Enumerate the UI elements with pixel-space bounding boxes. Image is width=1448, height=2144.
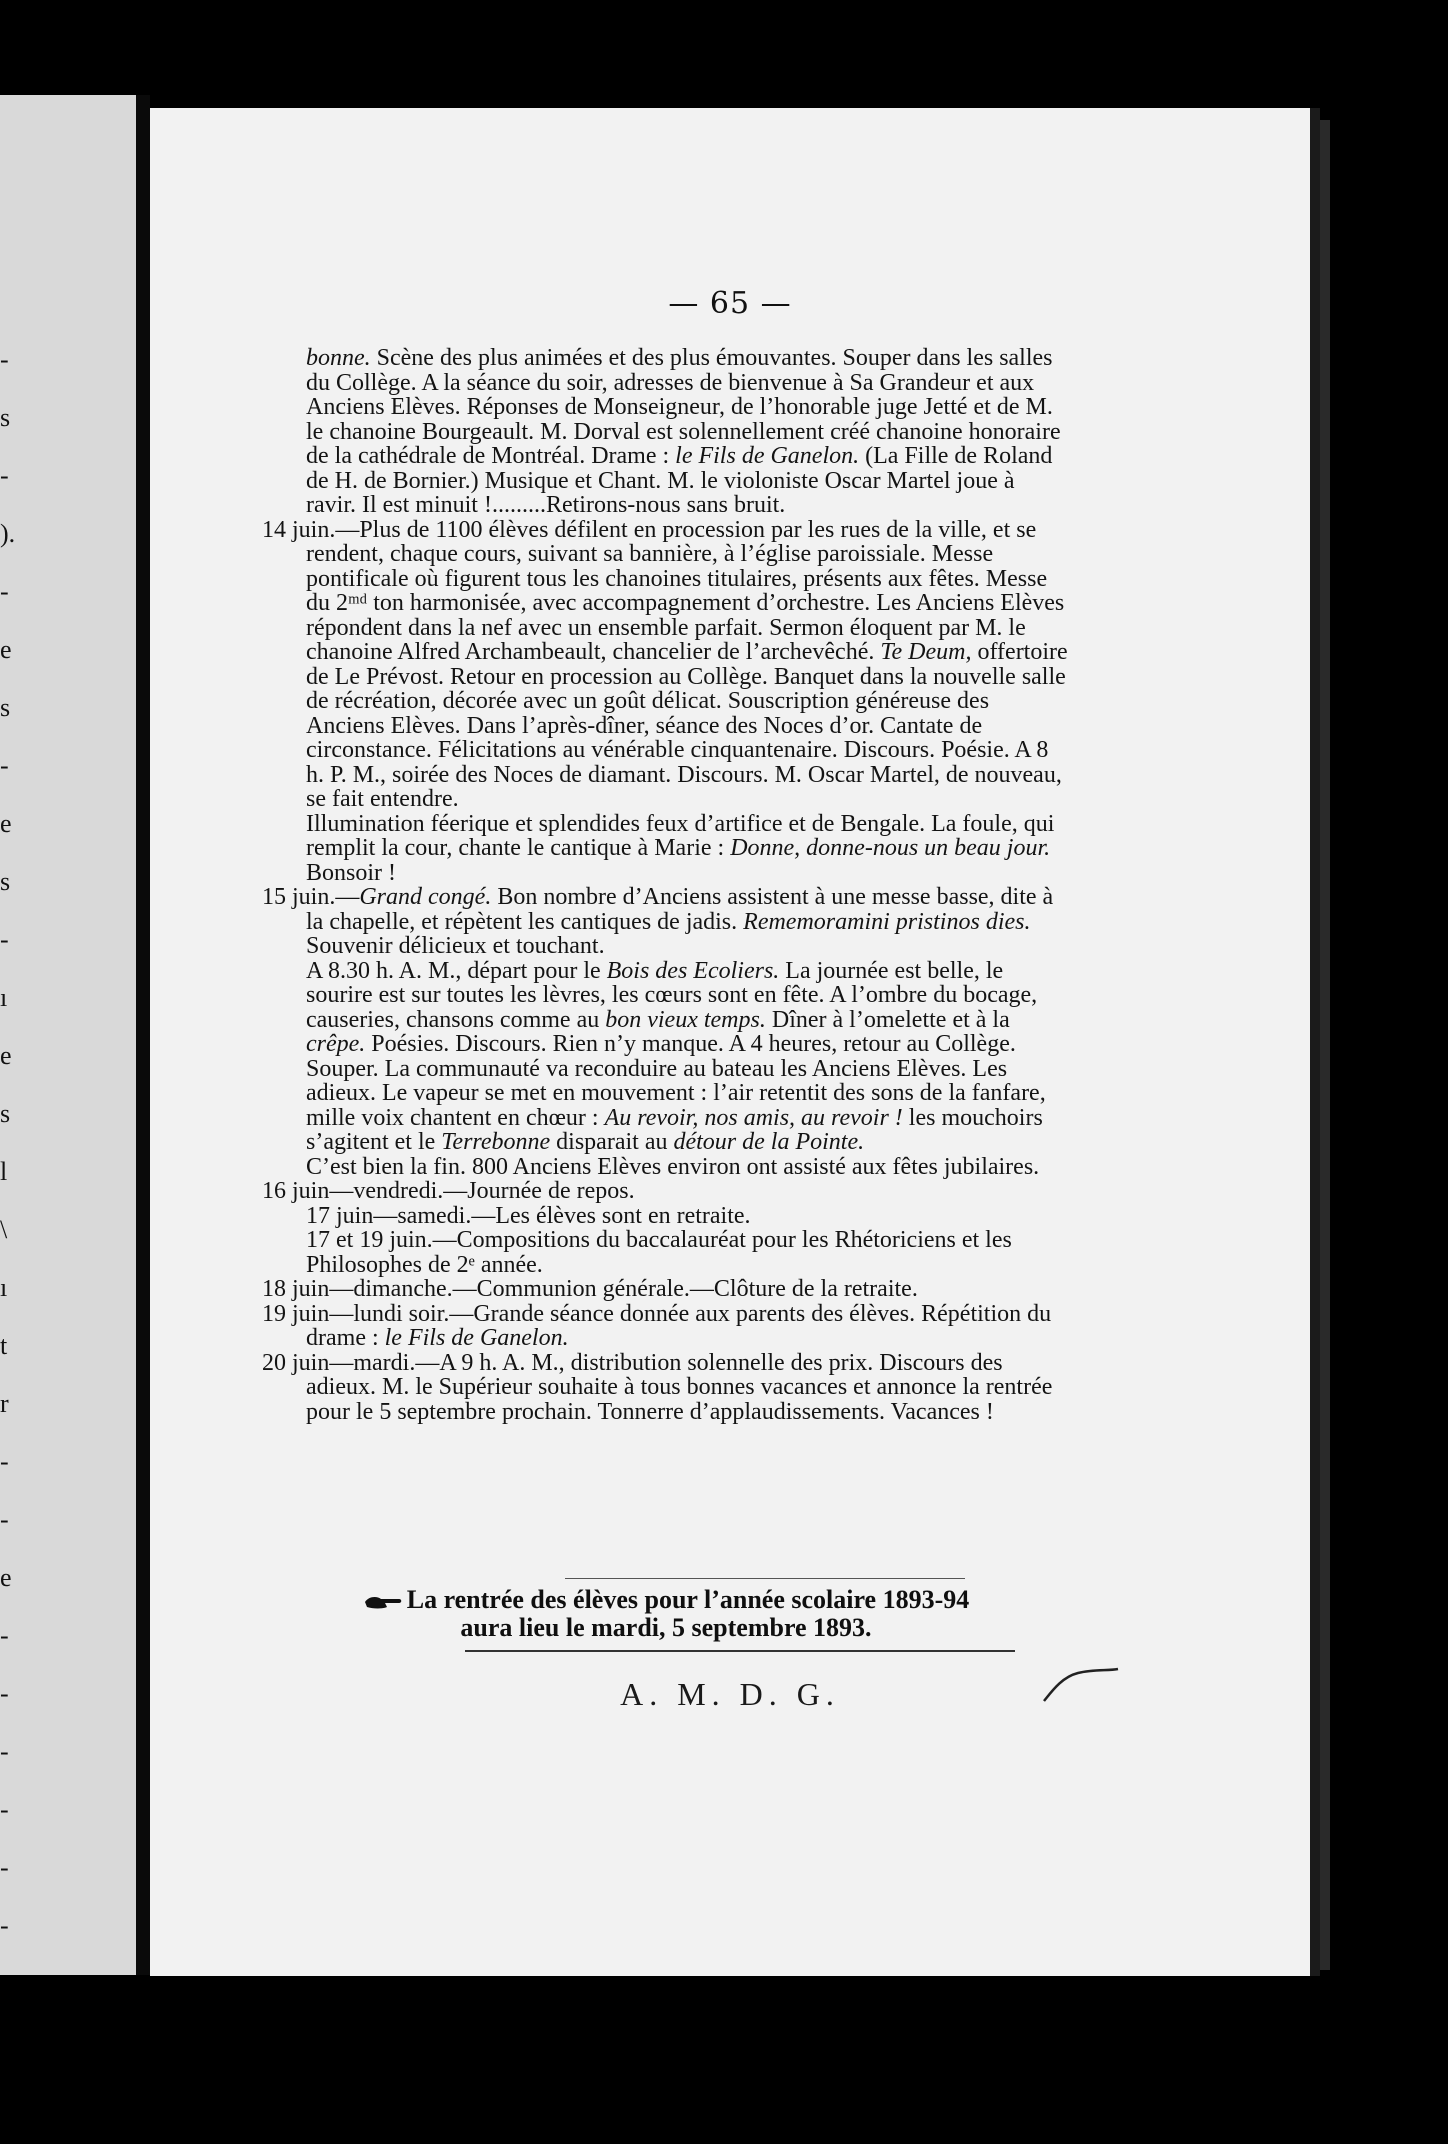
text-run: Scène des plus animées et des plus émouvantes. Souper dans les salles du Collège. A la séance du soir, adresses de bienvenue à Sa Grandeur et aux Anciens Elèves. Réponses de Monseigneur, de l’honorable juge Jetté et de M. le chanoine Bourgeault. M. Dorval est solennellement créé chanoine honoraire de la cathédrale de Montréal. Drame :	[306, 345, 1061, 469]
left-page-fragment: -	[0, 461, 9, 490]
italic-text: Grand congé.	[359, 884, 492, 910]
text-run: Poésies. Discours. Rien n’y manque. A 4 heures, retour au Collège. Souper. La communauté va reconduire au bateau les Anciens Elèves. Les adieux. Le vapeur se met en mouvement : l’air retentit des sons de la fanfare, mille voix chantent en chœur :	[306, 1031, 1046, 1131]
text-run: 18 juin—dimanche.—Communion générale.—Clôture de la retraite.	[262, 1276, 918, 1302]
left-page-fragment: -	[0, 1911, 9, 1940]
left-page-fragment: s	[0, 1099, 11, 1128]
left-page-fragment: -	[0, 1679, 9, 1708]
separator-rule	[565, 1578, 965, 1579]
pointing-hand-icon	[363, 1593, 403, 1611]
left-page-fragment: e	[0, 809, 12, 838]
left-page-edge	[0, 95, 136, 1975]
left-page-fragment: -	[0, 345, 9, 374]
text-run: 16 juin—vendredi.—Journée de repos.	[262, 1178, 635, 1204]
text-run: 17 juin—samedi.—Les élèves sont en retraite.	[306, 1202, 751, 1229]
text-run: 20 juin—mardi.—A 9 h. A. M., distribution solennelle des prix. Discours des adieux. M. le Supérieur souhaite à tous bonnes vacances et annonce la rentrée pour le 5 septembre prochain. Tonnerre d’applaudissements. Vacances !	[262, 1349, 1053, 1425]
italic-text: détour de la Pointe.	[673, 1129, 865, 1155]
left-page-fragment: -	[0, 1853, 9, 1882]
left-page-fragment: r	[0, 1389, 9, 1418]
text-run: (La Fille de Roland de H. de Bornier.) Musique et Chant. M. le violoniste Oscar Martel joue à ravir. Il est minuit !.........Retirons-nous sans bruit.	[306, 443, 1053, 518]
paragraph	[262, 1302, 1070, 1351]
left-page-fragment: e	[0, 635, 12, 664]
left-page-fragment: -	[0, 577, 9, 606]
text-run: offertoire de Le Prévost. Retour en procession au Collège. Banquet dans la nouvelle salle de récréation, décorée avec un goût délicat. Souscription généreuse des Anciens Elèves. Dans l’après-dîner, séance des Noces d’or. Cantate de circonstance. Félicitations au vénérable cinquantenaire. Discours. Poésie. A 8 h. P. M., soirée des Noces de diamant. Discours. M. Oscar Martel, de nouveau, se fait entendre.	[306, 639, 1068, 812]
left-page-fragment: e	[0, 1041, 12, 1070]
text-run: La journée est belle, le sourire est sur toutes les lèvres, les cœurs sont en fête. A l’ombre du bocage, causeries, chansons comme au	[306, 957, 1038, 1033]
paragraph	[262, 1155, 1070, 1180]
paragraph	[262, 1204, 1070, 1229]
italic-text: bon vieux temps.	[605, 1006, 766, 1033]
italic-text: bonne.	[306, 345, 371, 371]
left-page-fragment: t	[0, 1331, 8, 1360]
book-gutter	[136, 95, 150, 1975]
paragraph	[262, 1179, 1070, 1204]
italic-text: Bois des Ecoliers.	[606, 957, 780, 984]
left-page-fragment: -	[0, 751, 9, 780]
left-page-fragment: -	[0, 1621, 9, 1650]
left-page-fragment: -	[0, 1737, 9, 1766]
text-run: Bon nombre d’Anciens assistent à une messe basse, dite à la chapelle, et répètent les cantiques de jadis.	[306, 884, 1054, 935]
text-run: les mouchoirs s’agitent et le	[306, 1104, 1043, 1155]
text-run: Souvenir délicieux et touchant.	[306, 933, 605, 959]
left-page-fragment: s	[0, 867, 11, 896]
text-run: 17 et 19 juin.—Compositions du baccalauréat pour les Rhétoriciens et les Philosophes de 2ᵉ année.	[306, 1227, 1012, 1278]
left-page-fragment: s	[0, 693, 11, 722]
closing-rule	[465, 1650, 1015, 1652]
text-run: Bonsoir !	[306, 859, 396, 886]
text-run: disparait au	[550, 1129, 674, 1155]
text-run: Dîner à l’omelette et à la	[765, 1006, 1010, 1033]
left-page-fragment: -	[0, 1505, 9, 1534]
pen-stroke-mark	[1042, 1663, 1122, 1703]
italic-text: Rememoramini pristinos dies.	[743, 908, 1031, 935]
notice-line-1-text: La rentrée des élèves pour l’année scolaire 1893-94	[406, 1585, 970, 1614]
paragraph	[262, 959, 1070, 1155]
paragraph	[262, 1228, 1070, 1277]
italic-text: Te Deum,	[880, 639, 972, 665]
notice-line-1	[262, 1586, 1070, 1614]
text-run: 14 juin.—Plus de 1100 élèves défilent en procession par les rues de la ville, et se rendent, chaque cours, suivant sa bannière, à l’église paroissiale. Messe pontificale où figurent tous les chanoines titulaires, présents aux fêtes. Messe du 2ᵐᵈ ton harmonisée, avec accompagnement d’orchestre. Les Anciens Elèves répondent dans la nef avec un ensemble parfait. Sermon éloquent par M. le chanoine Alfred Archambeault, chancelier de l’archevêché.	[262, 516, 1065, 665]
page-right-edge	[1320, 120, 1330, 1970]
paragraph	[262, 885, 1070, 959]
italic-text: le Fils de Ganelon.	[384, 1325, 569, 1351]
reopening-notice	[262, 1586, 1070, 1642]
left-page-fragment: -	[0, 1795, 9, 1824]
italic-text: Au revoir, nos amis, au revoir !	[604, 1104, 903, 1131]
amdg-closing: A. M. D. G.	[620, 1676, 840, 1712]
paragraph	[262, 1277, 1070, 1302]
left-page-fragment: s	[0, 403, 11, 432]
text-run: C’est bien la fin. 800 Anciens Elèves environ ont assisté aux fêtes jubilaires.	[306, 1153, 1040, 1180]
left-page-fragment: ).	[0, 519, 16, 548]
page-body-text	[262, 346, 1070, 1424]
paragraph	[262, 1351, 1070, 1425]
italic-text: Terrebonne	[441, 1129, 551, 1155]
page-number: — 65 —	[668, 286, 792, 321]
paragraph	[262, 518, 1070, 812]
left-page-fragment: -	[0, 925, 9, 954]
text-run: 15 juin.—	[262, 884, 360, 910]
text-run: Illumination féerique et splendides feux d’artifice et de Bengale. La foule, qui remplit la cour, chante le cantique à Marie :	[306, 810, 1055, 861]
left-page-fragment: e	[0, 1563, 12, 1592]
text-run: A 8.30 h. A. M., départ pour le	[306, 957, 607, 984]
left-page-fragment: \	[0, 1215, 8, 1244]
page	[150, 108, 1320, 1976]
notice-line-2: aura lieu le mardi, 5 septembre 1893.	[460, 1613, 872, 1642]
italic-text: crêpe.	[306, 1031, 366, 1057]
paragraph	[262, 812, 1070, 886]
left-page-fragment: ı	[0, 983, 8, 1012]
left-page-fragment: ı	[0, 1273, 8, 1302]
italic-text: Donne, donne-nous un beau jour.	[730, 835, 1051, 861]
italic-text: le Fils de Ganelon.	[675, 443, 860, 469]
left-page-fragment: l	[0, 1157, 8, 1186]
paragraph	[262, 346, 1070, 518]
text-run: 19 juin—lundi soir.—Grande séance donnée aux parents des élèves. Répétition du drame :	[262, 1300, 1052, 1351]
left-page-fragment: -	[0, 1447, 9, 1476]
